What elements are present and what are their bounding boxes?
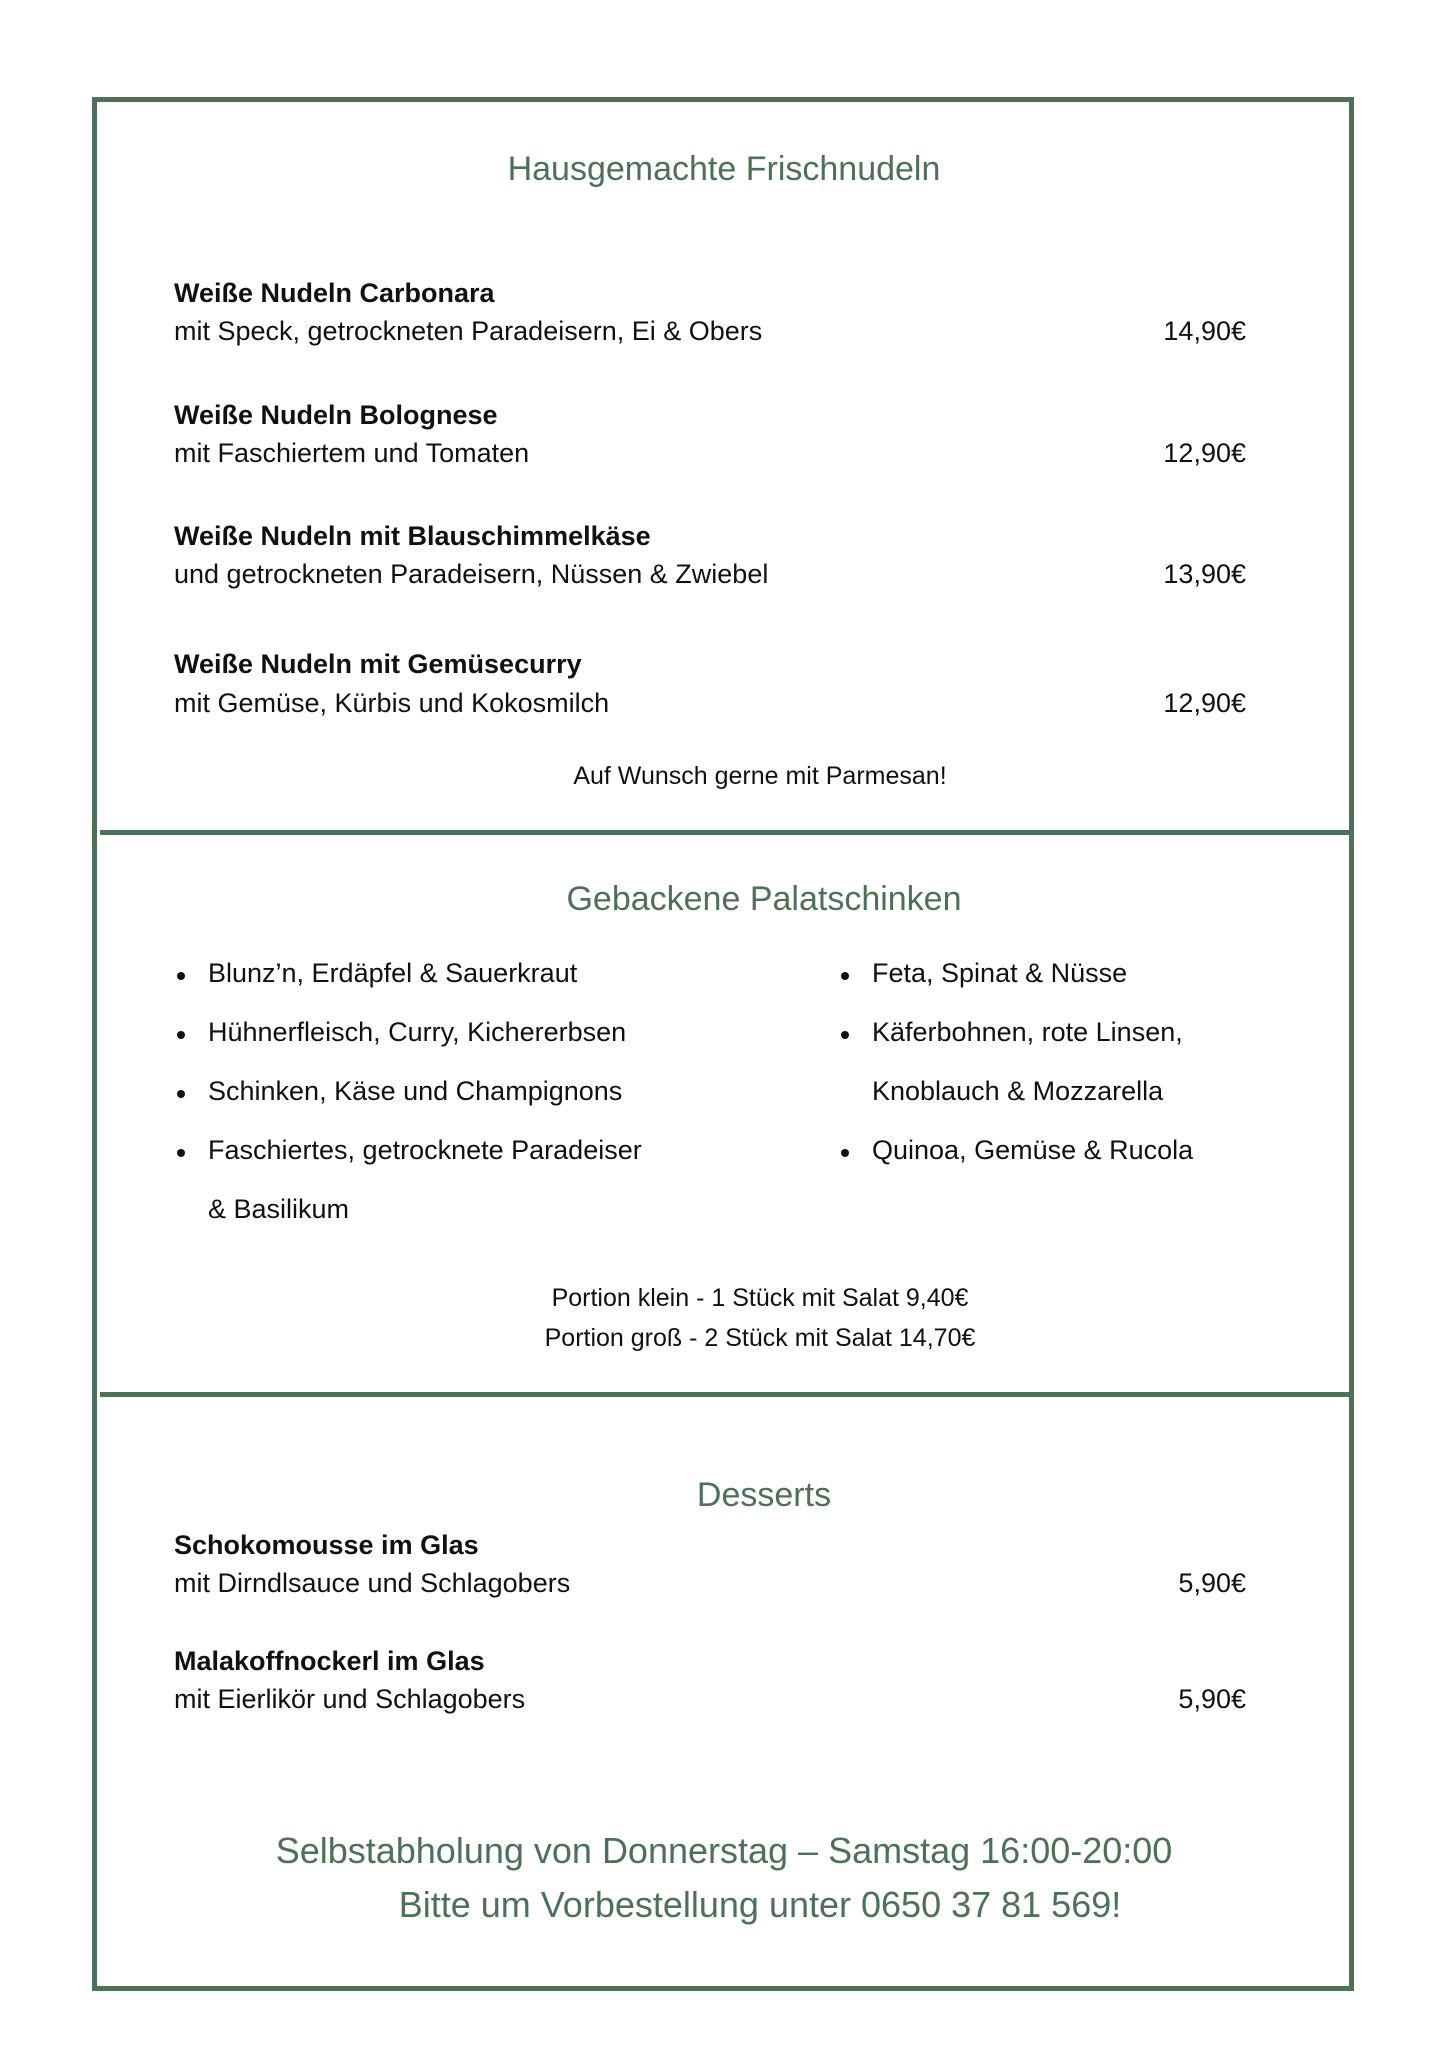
section-heading-nudeln: Hausgemachte Frischnudeln: [507, 150, 941, 188]
section-heading-desserts: Desserts: [696, 1476, 832, 1514]
bullet-icon: [177, 1031, 185, 1039]
dish-name: Schokomousse im Glas: [174, 1530, 479, 1560]
dish-description: mit Gemüse, Kürbis und Kokosmilch: [174, 688, 610, 718]
filling-item-continuation: & Basilikum: [208, 1194, 350, 1224]
section-divider: [100, 830, 1350, 835]
dish-price: 12,90€: [1163, 688, 1246, 718]
filling-item: Käferbohnen, rote Linsen,: [872, 1017, 1183, 1047]
bullet-icon: [177, 1090, 185, 1098]
parmesan-note: Auf Wunsch gerne mit Parmesan!: [573, 762, 947, 790]
bullet-icon: [841, 972, 849, 980]
dish-price: 12,90€: [1163, 438, 1246, 468]
dish-description: mit Dirndlsauce und Schlagobers: [174, 1568, 571, 1598]
pickup-hours: Selbstabholung von Donnerstag – Samstag 16:00-20:00: [275, 1830, 1173, 1871]
dish-description: und getrockneten Paradeisern, Nüssen & Zwiebel: [174, 559, 769, 589]
bullet-icon: [841, 1031, 849, 1039]
portion-small: Portion klein - 1 Stück mit Salat 9,40€: [551, 1284, 969, 1312]
dish-price: 13,90€: [1163, 559, 1246, 589]
filling-item: Schinken, Käse und Champignons: [208, 1076, 623, 1106]
dish-description: mit Speck, getrockneten Paradeisern, Ei & Obers: [174, 316, 763, 346]
portion-large: Portion groß - 2 Stück mit Salat 14,70€: [544, 1324, 976, 1352]
dish-price: 14,90€: [1163, 316, 1246, 346]
filling-item: Feta, Spinat & Nüsse: [872, 958, 1128, 988]
filling-item: Hühnerfleisch, Curry, Kichererbsen: [208, 1017, 627, 1047]
dish-name: Weiße Nudeln mit Gemüsecurry: [174, 649, 582, 679]
dish-description: mit Faschiertem und Tomaten: [174, 438, 530, 468]
bullet-icon: [841, 1149, 849, 1157]
preorder-phone: Bitte um Vorbestellung unter 0650 37 81 569!: [398, 1884, 1122, 1925]
section-divider: [100, 1392, 1350, 1397]
filling-item-continuation: Knoblauch & Mozzarella: [872, 1076, 1164, 1106]
filling-item: Quinoa, Gemüse & Rucola: [872, 1135, 1194, 1165]
dish-description: mit Eierlikör und Schlagobers: [174, 1684, 526, 1714]
dish-name: Weiße Nudeln Bolognese: [174, 400, 498, 430]
bullet-icon: [177, 1149, 185, 1157]
dish-name: Weiße Nudeln mit Blauschimmelkäse: [174, 521, 651, 551]
bullet-icon: [177, 972, 185, 980]
filling-item: Blunz’n, Erdäpfel & Sauerkraut: [208, 958, 578, 988]
dish-price: 5,90€: [1178, 1568, 1246, 1598]
dish-price: 5,90€: [1178, 1684, 1246, 1714]
filling-item: Faschiertes, getrocknete Paradeiser: [208, 1135, 642, 1165]
dish-name: Malakoffnockerl im Glas: [174, 1646, 485, 1676]
section-heading-palatschinken: Gebackene Palatschinken: [566, 880, 962, 918]
dish-name: Weiße Nudeln Carbonara: [174, 278, 495, 308]
